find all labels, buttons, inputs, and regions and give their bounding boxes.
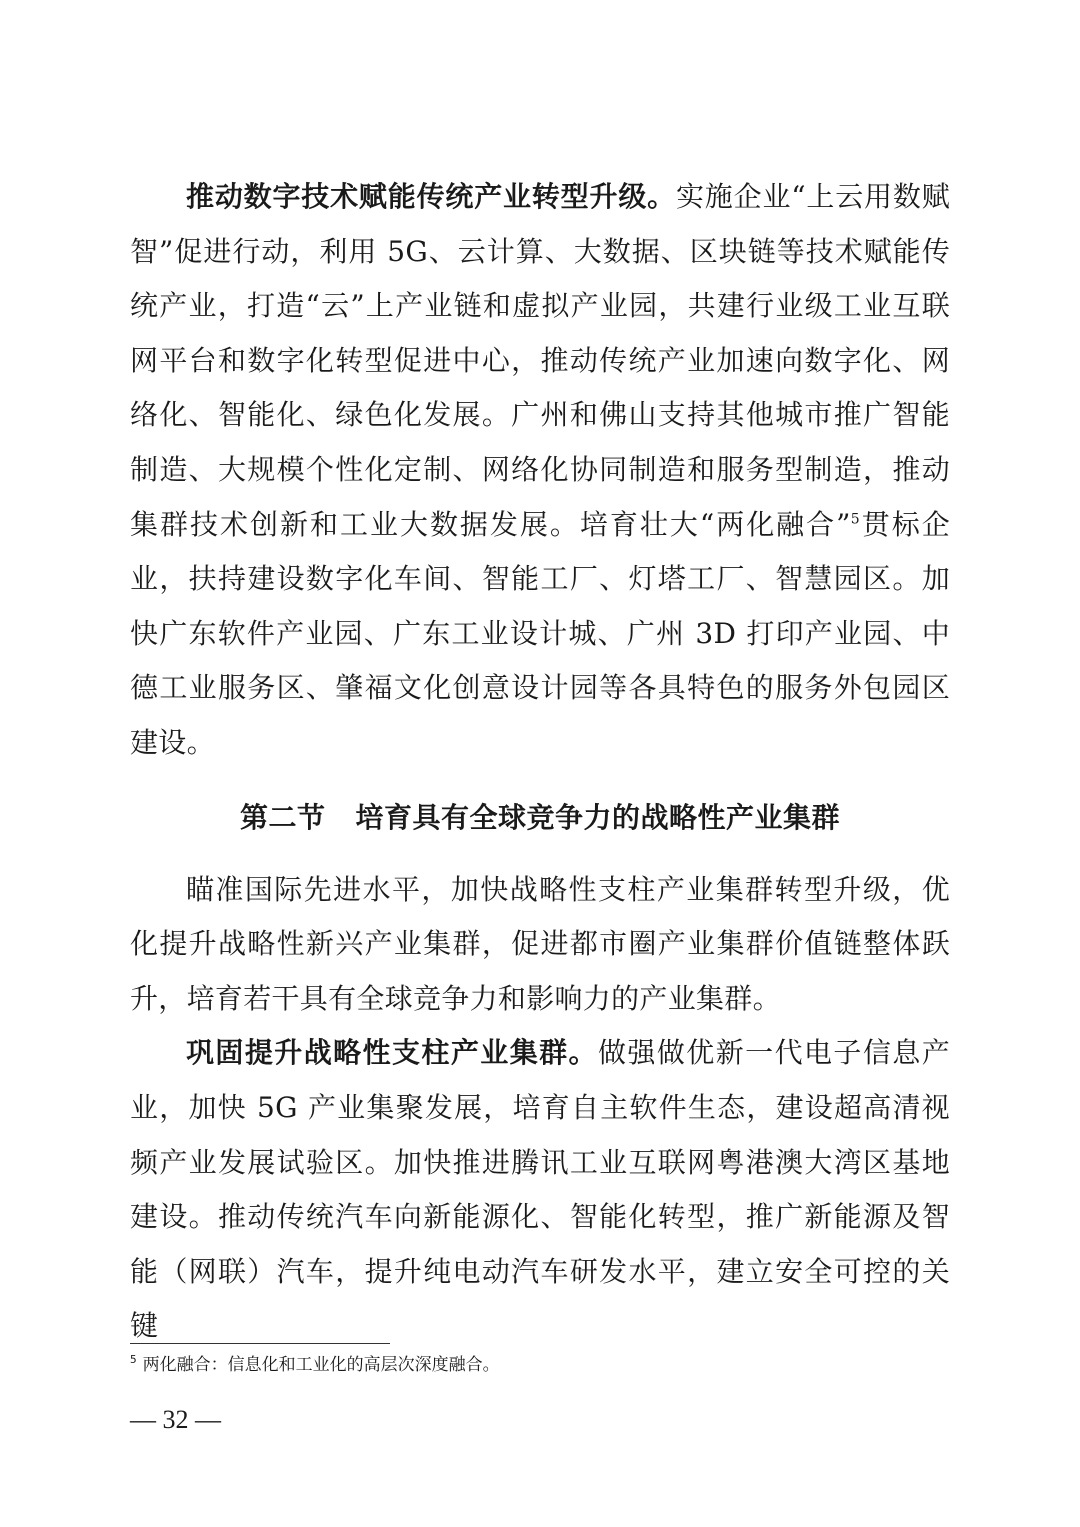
footnote-reference[interactable]: 5 xyxy=(850,511,861,528)
section-number: 第二节 xyxy=(239,800,326,834)
paragraph-pillar-industries xyxy=(130,1026,950,1354)
paragraph-digital-empowerment xyxy=(130,170,950,771)
section-title: 培育具有全球竞争力的战略性产业集群 xyxy=(355,800,841,834)
paragraph-text: 瞄准国际先进水平，加快战略性支柱产业集群转型升级，优化提升战略性新兴产业集群，促进都市圈产业集群价值链整体跃升，培育若干具有全球竞争力和影响力的产业集群。 xyxy=(130,872,950,1015)
footnote-divider xyxy=(130,1343,390,1344)
footnote-marker: 5 xyxy=(130,1353,137,1367)
page-number: — 32 — xyxy=(130,1405,221,1434)
section-heading xyxy=(130,791,950,845)
paragraph-text: 做强做优新一代电子信息产业，加快 5G 产业集聚发展，培育自主软件生态，建设超高清视频产业发展试验区。加快推进腾讯工业互联网粤港澳大湾区基地建设。推动传统汽车向新能源化、智能化转型，推广新能源及智能（网联）汽车，提升纯电动汽车研发水平，建立安全可控的关键 xyxy=(130,1036,951,1343)
footnote-text: 两化融合：信息化和工业化的高层次深度融合。 xyxy=(142,1355,500,1375)
paragraph-lead-heading: 巩固提升战略性支柱产业集群。 xyxy=(186,1036,598,1070)
paragraph-text: 贯标企业，扶持建设数字化车间、智能工厂、灯塔工厂、智慧园区。加快广东软件产业园、广东工业设计城、广州 3D 打印产业园、中德工业服务区、肇福文化创意设计园等各具特色的服务外包园区建设。 xyxy=(130,507,950,759)
paragraph-section-intro xyxy=(130,863,950,1027)
footnote xyxy=(130,1352,500,1378)
page-body xyxy=(130,170,950,1354)
paragraph-text: 实施企业“上云用数赋智”促进行动，利用 5G、云计算、大数据、区块链等技术赋能传统产业，打造“云”上产业链和虚拟产业园，共建行业级工业互联网平台和数字化转型促进中心，推动传统产业加速向数字化、网络化、智能化、绿色化发展。广州和佛山支持其他城市推广智能制造、大规模个性化定制、网络化协同制造和服务型制造，推动集群技术创新和工业大数据发展。培育壮大“两化融合” xyxy=(130,180,950,541)
paragraph-lead-heading: 推动数字技术赋能传统产业转型升级。 xyxy=(186,180,676,213)
